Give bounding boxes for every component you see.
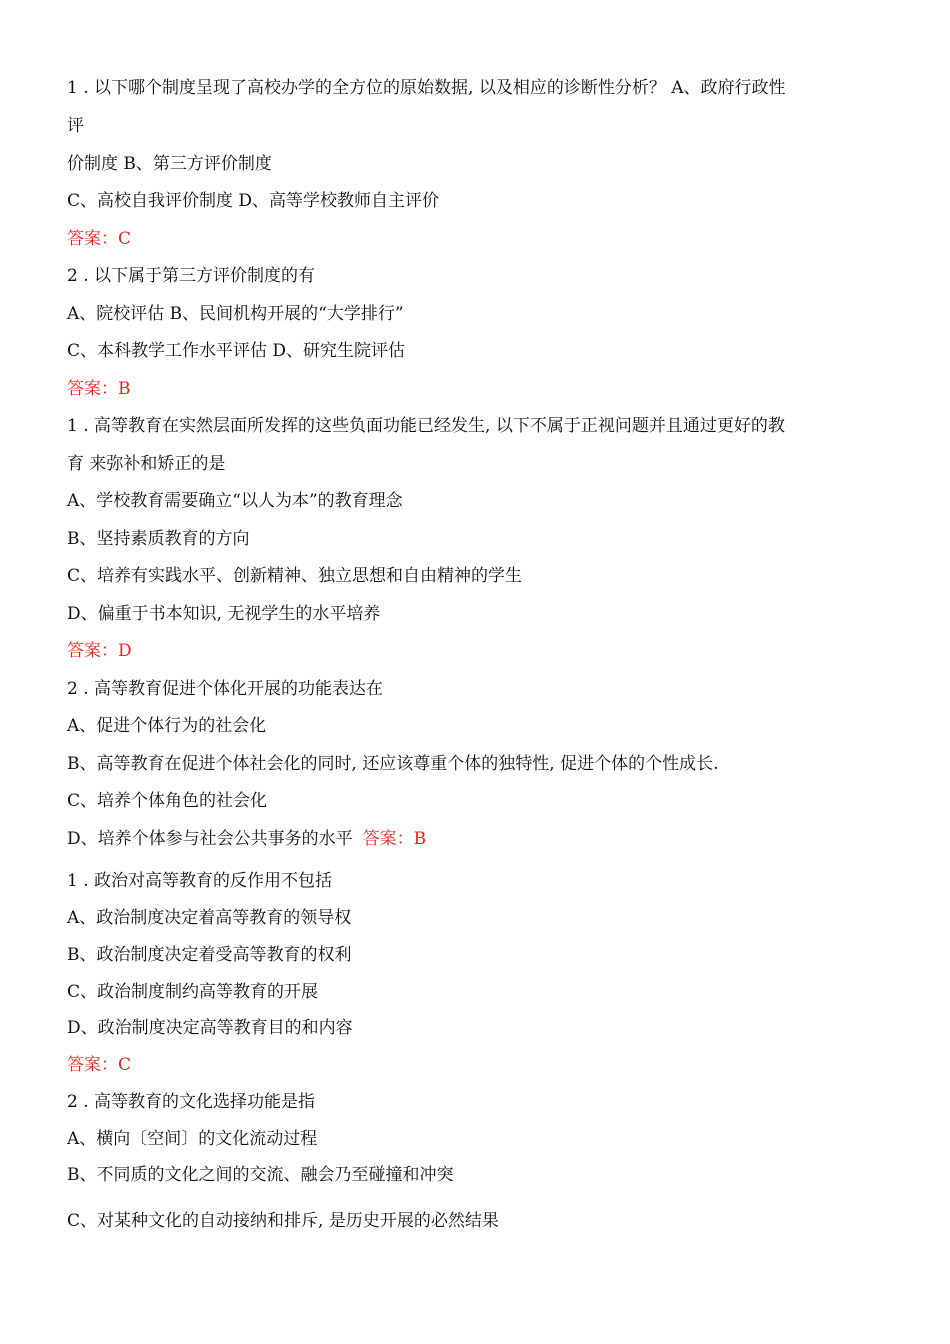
option-line — [67, 826, 890, 852]
answer-line: 答案：D — [67, 641, 132, 661]
option-line: B、高等教育在促进个体社会化的同时, 还应该尊重个体的独特性, 促进个体的个性成长. — [67, 754, 719, 774]
question-line: 1 . 以下哪个制度呈现了高校办学的全方位的原始数据, 以及相应的诊断性分析？ A、政府行政性 — [67, 78, 786, 98]
option-line: D、偏重于书本知识, 无视学生的水平培养 — [67, 604, 381, 624]
question-line: 价制度 B、第三方评价制度 — [67, 154, 272, 174]
option-line: C、培养有实践水平、创新精神、独立思想和自由精神的学生 — [67, 566, 523, 586]
option-line: B、政治制度决定着受高等教育的权利 — [67, 945, 352, 965]
question-line: 2 . 以下属于第三方评价制度的有 — [67, 266, 316, 286]
question-line: 育 来弥补和矫正的是 — [67, 454, 226, 474]
option-line: C、高校自我评价制度 D、高等学校教师自主评价 — [67, 191, 440, 211]
option-line: A、促进个体行为的社会化 — [67, 716, 267, 736]
answer-line: 答案：C — [67, 229, 132, 249]
option-line: B、坚持素质教育的方向 — [67, 529, 250, 549]
answer-line: 答案：B — [67, 379, 131, 399]
question-line: 2 . 高等教育的文化选择功能是指 — [67, 1092, 316, 1112]
option-line: C、本科教学工作水平评估 D、研究生院评估 — [67, 341, 406, 361]
question-line: 1 . 高等教育在实然层面所发挥的这些负面功能已经发生, 以下不属于正视问题并且通过更好的教 — [67, 416, 785, 436]
option-line: B、不同质的文化之间的交流、融会乃至碰撞和冲突 — [67, 1165, 454, 1185]
option-line: C、政治制度制约高等教育的开展 — [67, 982, 319, 1002]
option-line: A、院校评估 B、民间机构开展的“大学排行” — [67, 304, 404, 324]
question-line: 1 . 政治对高等教育的反作用不包括 — [67, 871, 333, 891]
answer-inline: 答案：B — [362, 829, 427, 849]
option-line: D、政治制度决定高等教育目的和内容 — [67, 1018, 353, 1038]
option-line: C、培养个体角色的社会化 — [67, 791, 268, 811]
option-text: D、培养个体参与社会公共事务的水平 — [67, 829, 353, 849]
answer-line: 答案：C — [67, 1055, 132, 1075]
option-line: A、政治制度决定着高等教育的领导权 — [67, 908, 352, 928]
option-line: A、横向〔空间〕的文化流动过程 — [67, 1129, 318, 1149]
option-line: A、学校教育需要确立“以人为本”的教育理念 — [67, 491, 403, 511]
option-line: C、对某种文化的自动接纳和排斥, 是历史开展的必然结果 — [67, 1211, 499, 1231]
question-line: 评 — [67, 116, 84, 136]
question-line: 2 . 高等教育促进个体化开展的功能表达在 — [67, 679, 384, 699]
